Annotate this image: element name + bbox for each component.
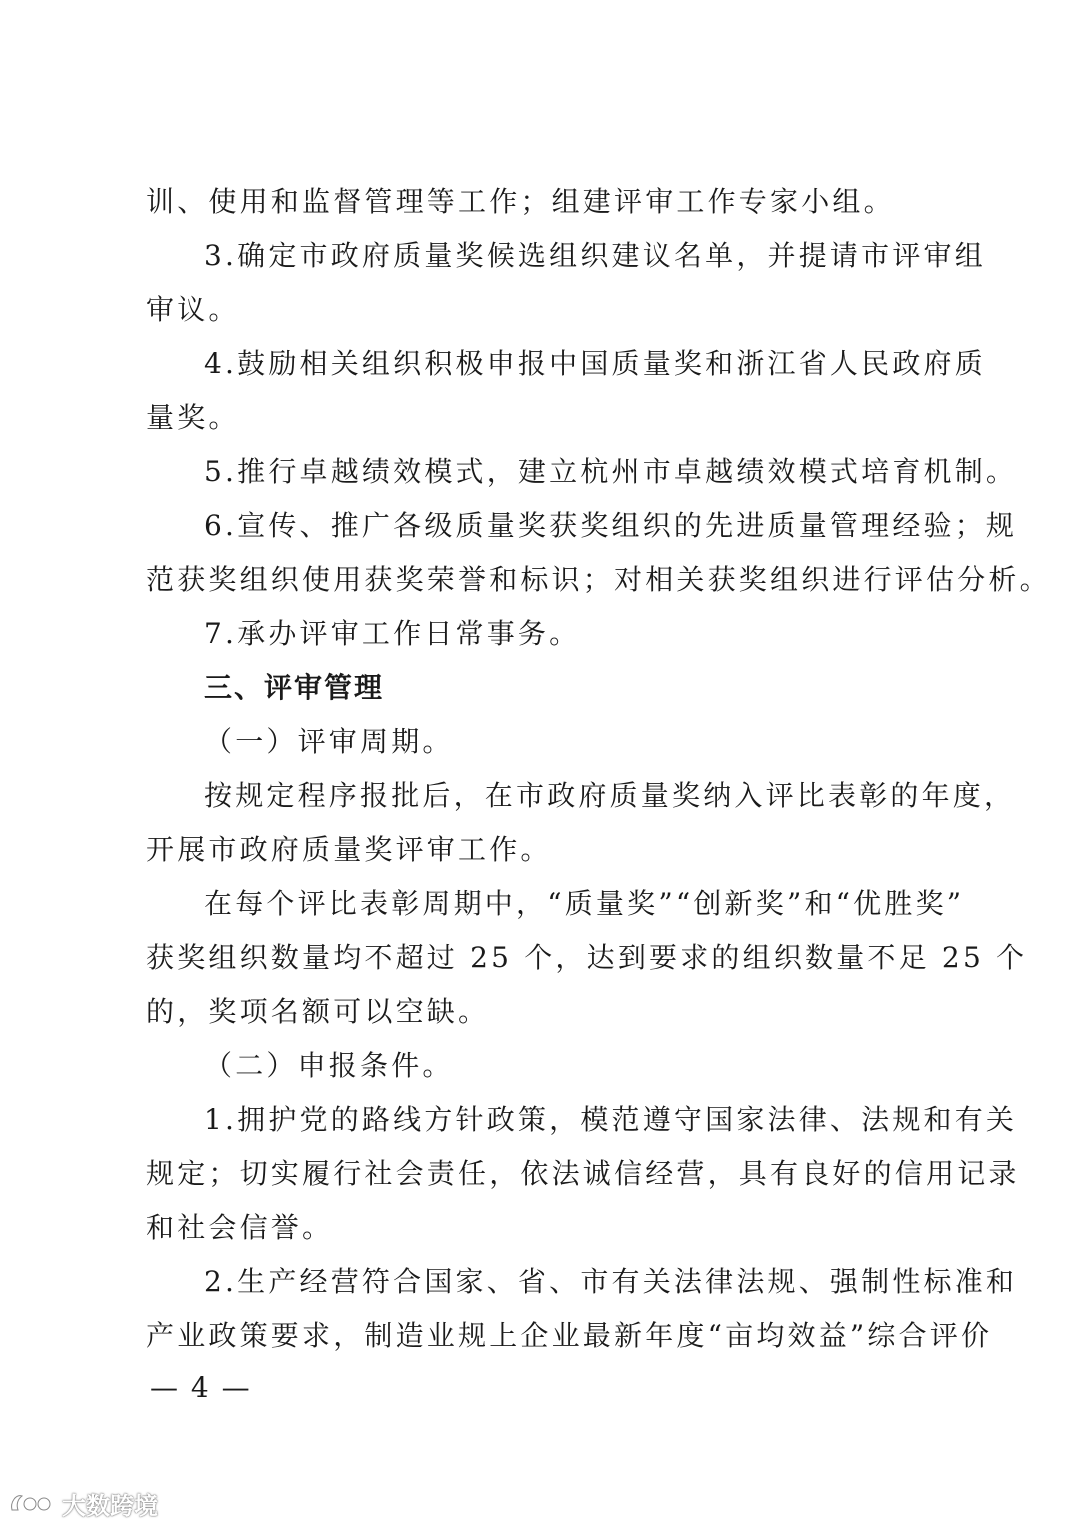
section-heading: 三、评审管理 (204, 671, 385, 704)
text-line: 2.生产经营符合国家、省、市有关法律法规、强制性标准和 (204, 1265, 1018, 1298)
subsection-heading: （二）申报条件。 (204, 1049, 454, 1082)
text-line: 7.承办评审工作日常事务。 (204, 617, 581, 650)
text-line: 规定；切实履行社会责任，依法诚信经营，具有良好的信用记录 (146, 1157, 1020, 1190)
text-line: 开展市政府质量奖评审工作。 (146, 833, 552, 866)
text-line: 量奖。 (146, 401, 240, 434)
text-line: 范获奖组织使用获奖荣誉和标识；对相关获奖组织进行评估分析。 (146, 563, 1051, 596)
text-line: 1.拥护党的路线方针政策，模范遵守国家法律、法规和有关 (204, 1103, 1018, 1136)
text-line: 产业政策要求，制造业规上企业最新年度“亩均效益”综合评价 (146, 1319, 993, 1352)
text-line: 的，奖项名额可以空缺。 (146, 995, 490, 1028)
text-line: 审议。 (146, 293, 240, 326)
text-line: 6.宣传、推广各级质量奖获奖组织的先进质量管理经验；规 (204, 509, 1018, 542)
subsection-heading: （一）评审周期。 (204, 725, 454, 758)
text-line: 3.确定市政府质量奖候选组织建议名单，并提请市评审组 (204, 239, 986, 272)
text-line: 训、使用和监督管理等工作；组建评审工作专家小组。 (146, 185, 895, 218)
text-line: 4.鼓励相关组织积极申报中国质量奖和浙江省人民政府质 (204, 347, 986, 380)
watermark-text: 大数跨境 (62, 1491, 158, 1520)
text-line: 在每个评比表彰周期中，“质量奖”“创新奖”和“优胜奖” (204, 887, 965, 920)
text-line: 和社会信誉。 (146, 1211, 334, 1244)
text-line: 按规定程序报批后，在市政府质量奖纳入评比表彰的年度， (204, 779, 1016, 812)
watermark-logo-icon (8, 1490, 56, 1516)
text-line: 获奖组织数量均不超过 25 个，达到要求的组织数量不足 25 个 (146, 941, 1028, 974)
page-number: — 4 — (150, 1371, 252, 1404)
text-line: 5.推行卓越绩效模式，建立杭州市卓越绩效模式培育机制。 (204, 455, 1018, 488)
watermark (8, 1486, 158, 1520)
